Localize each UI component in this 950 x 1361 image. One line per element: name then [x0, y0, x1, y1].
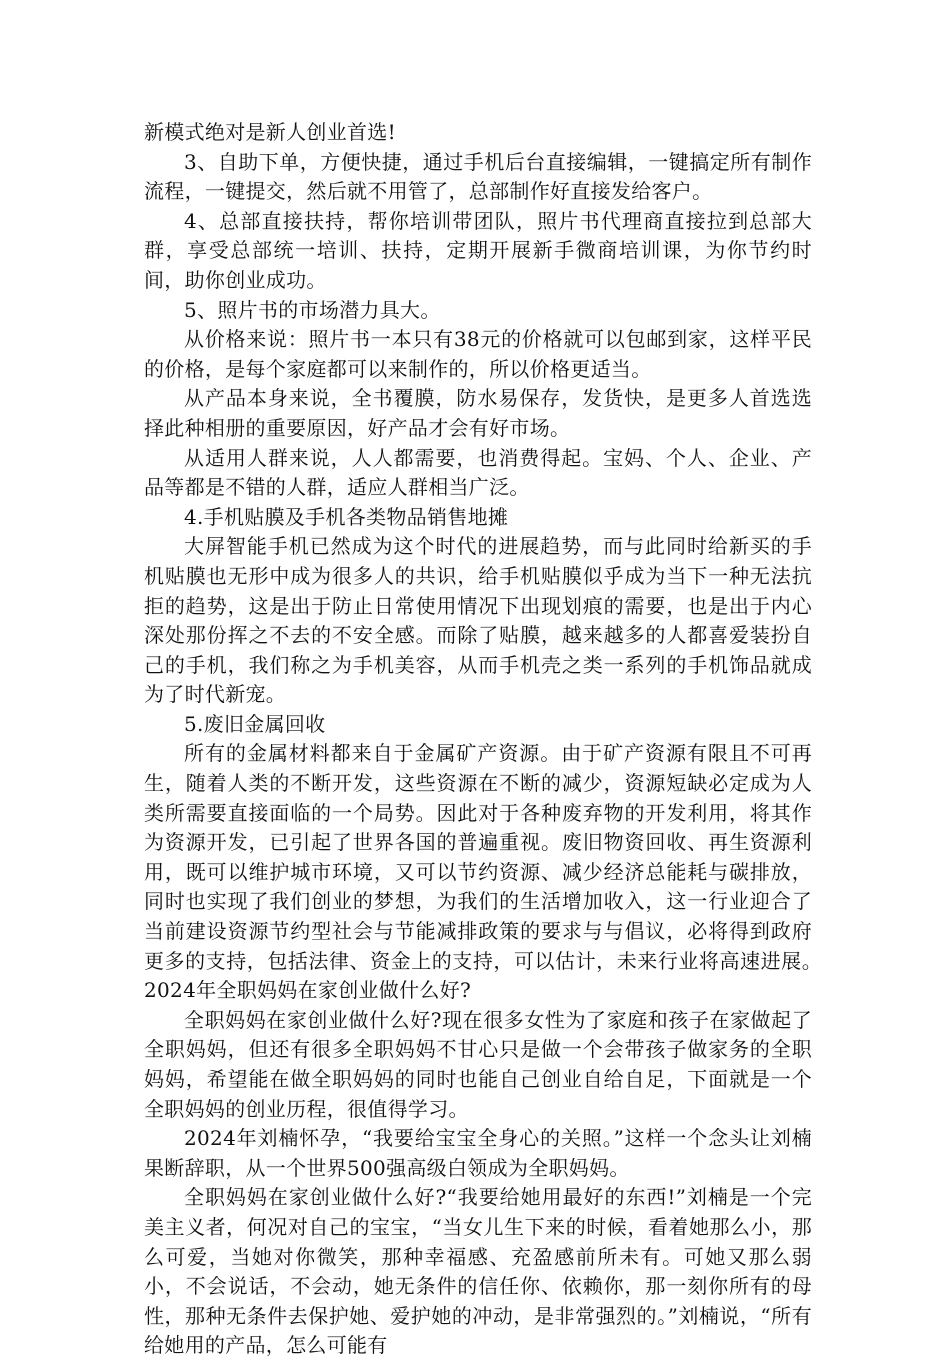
paragraph: 所有的金属材料都来自于金属矿产资源。由于矿产资源有限且不可再生，随着人类的不断开发，这些资源在不断的减少，资源短缺必定成为人类所需要直接面临的一个局势。因此对于各种废弃物的开发利用，将其作为资源开发，已引起了世界各国的普遍重视。废旧物资回收、再生资源利用，既可以维护城市环境，又可以节约资源、减少经济总能耗与碳排放，同时也实现了我们创业的梦想，为我们的生活增加收入，这一行业迎合了当前建设资源节约型社会与节能减排政策的要求与与倡议，必将得到政府更多的支持，包括法律、资金上的支持，可以估计，未来行业将高速进展。 2024年全职妈妈在家创业做什么好? — [144, 741, 853, 1003]
paragraph: 新模式绝对是新人创业首选! — [144, 120, 396, 144]
paragraph: 2024年刘楠怀孕，“我要给宝宝全身心的关照。”这样一个念头让刘楠果断辞职，从一个世界500强高级白领成为全职妈妈。 — [144, 1126, 812, 1180]
paragraph: 从价格来说：照片书一本只有38元的价格就可以包邮到家，这样平民的价格，是每个家庭都可以来制作的，所以价格更适当。 — [144, 327, 812, 381]
paragraph: 从产品本身来说，全书覆膜，防水易保存，发货快，是更多人首选选择此种相册的重要原因，好产品才会有好市场。 — [144, 386, 812, 440]
paragraph: 5、照片书的市场潜力具大。 — [184, 297, 441, 322]
paragraph: 大屏智能手机已然成为这个时代的进展趋势，而与此同时给新买的手机贴膜也无形中成为很多人的共识，给手机贴膜似乎成为当下一种无法抗拒的趋势，这是出于防止日常使用情况下出现划痕的需要，也是出于内心深处那份挥之不去的不安全感。而除了贴膜，越来越多的人都喜爱装扮自己的手机，我们称之为手机美容，从而手机壳之类一系列的手机饰品就成为了时代新宠。 — [144, 534, 812, 707]
paragraph: 全职妈妈在家创业做什么好?现在很多女性为了家庭和孩子在家做起了全职妈妈，但还有很多全职妈妈不甘心只是做一个会带孩子做家务的全职妈妈，希望能在做全职妈妈的同时也能自己创业自给自足，下面就是一个全职妈妈的创业历程，很值得学习。 — [144, 1007, 812, 1121]
paragraph: 3、自助下单，方便快捷，通过手机后台直接编辑，一键搞定所有制作流程，一键提交，然后就不用管了，总部制作好直接发给客户。 — [144, 149, 812, 204]
paragraph: 4、总部直接扶持，帮你培训带团队，照片书代理商直接拉到总部大群，享受总部统一培训、扶持，定期开展新手微商培训课，为你节约时间，助你创业成功。 — [144, 208, 812, 292]
paragraph: 从适用人群来说，人人都需要，也消费得起。宝妈、个人、企业、产品等都是不错的人群，适应人群相当广泛。 — [144, 445, 812, 500]
paragraph: 全职妈妈在家创业做什么好?“我要给她用最好的东西!”刘楠是一个完美主义者，何况对自己的宝宝，“当女儿生下来的时候，看着她那么小，那么可爱，当她对你微笑，那种幸福感、充盈感前所未有。可她又那么弱小，不会说话，不会动，她无条件的信任你、依赖你，那一刻你所有的母性，那种无条件去保护她、爱护她的冲动，是非常强烈的。”刘楠说，“所有给她用的产品，怎么可能有 — [144, 1185, 812, 1358]
section-heading: 4.手机贴膜及手机各类物品销售地摊 — [184, 504, 509, 529]
document-body — [144, 118, 853, 1361]
section-heading: 5.废旧金属回收 — [184, 711, 326, 736]
